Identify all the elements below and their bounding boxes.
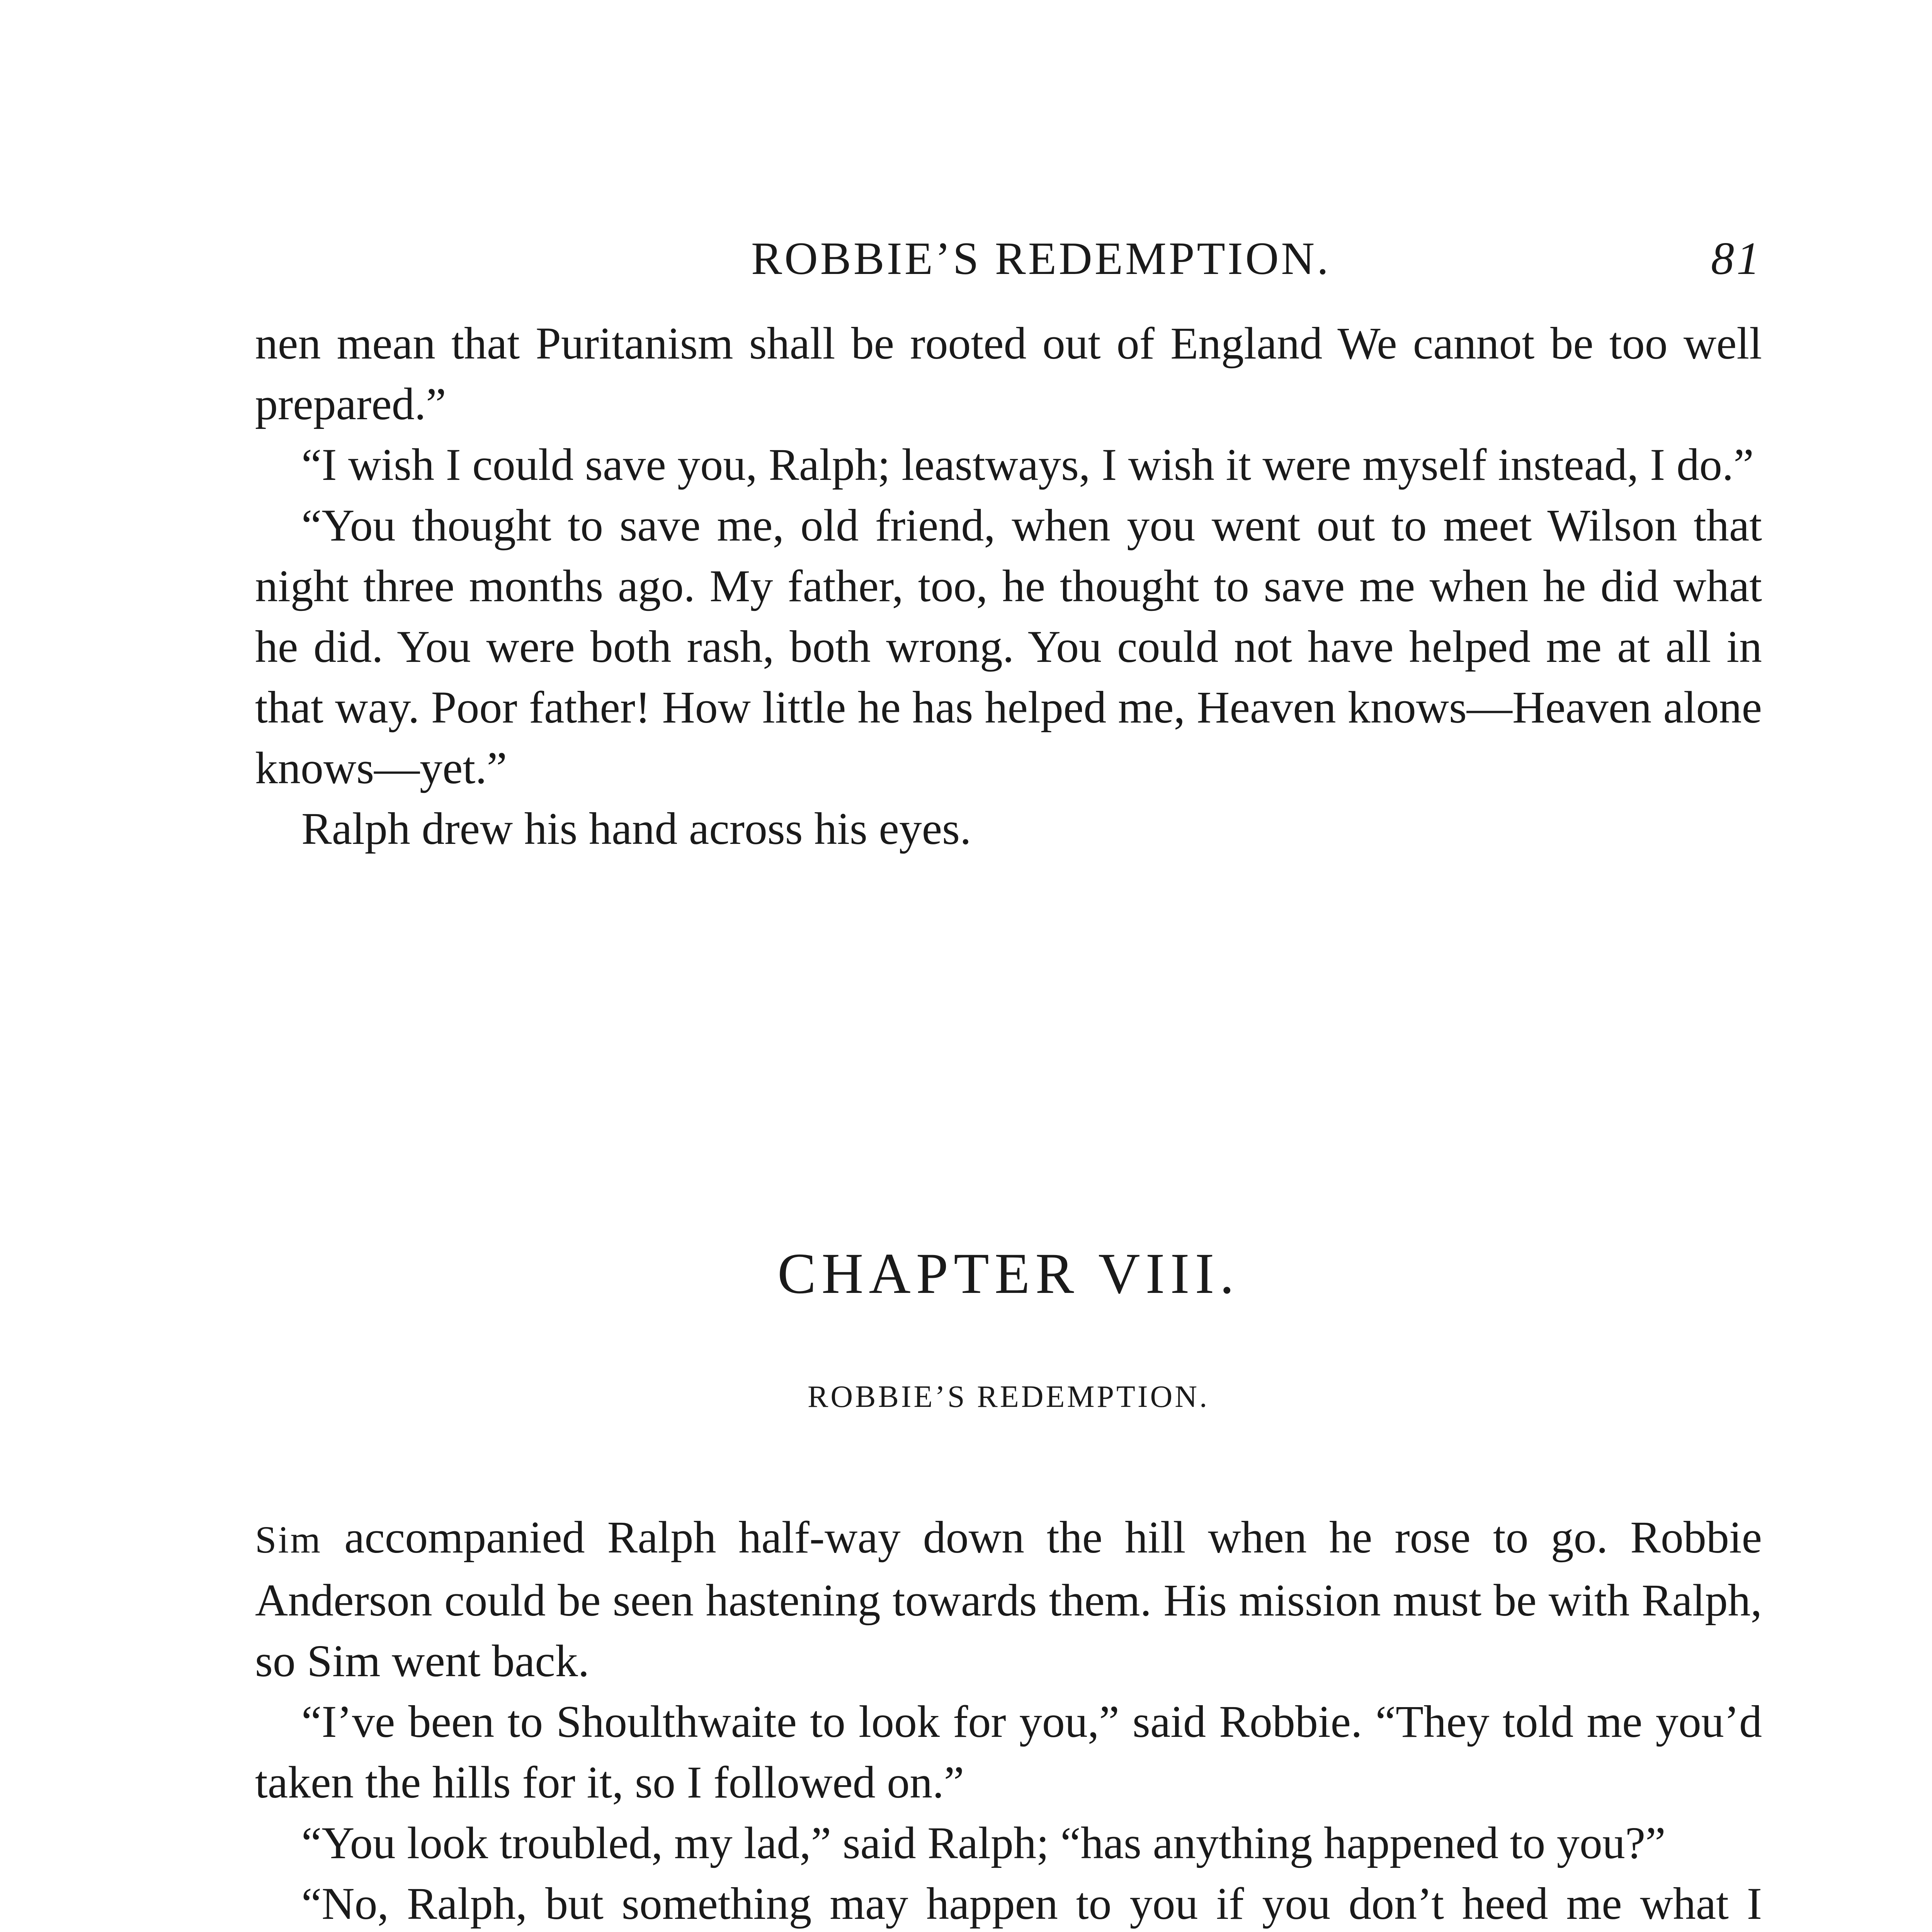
page-number: 81: [1711, 233, 1762, 284]
running-head: [255, 232, 1762, 285]
paragraph: Ralph drew his hand across his eyes.: [301, 803, 971, 854]
paragraph: “I wish I could save you, Ralph; leastways, I wish it were myself instead, I do.”: [301, 439, 1754, 490]
paragraph: “I’ve been to Shoulthwaite to look for you,” said Robbie. “They told me you’d taken the hills for it, so I followed on.”: [255, 1696, 1762, 1808]
paragraph: nen mean that Puritanism shall be rooted out of England We cannot be too well prepared.”: [255, 318, 1762, 429]
paragraph: “You thought to save me, old friend, when you went out to meet Wilson that night three months ago. My father, too, he thought to save me when he did what he did. You were both rash, both wrong. You could not have helped me at all in that way. Poor father! How little he has helped me, Heaven knows—Heaven alone knows—yet.”: [255, 500, 1762, 793]
chapter-heading: CHAPTER VIII.: [777, 1242, 1240, 1306]
text-block-top: [255, 313, 1762, 859]
drop-word: Sim: [255, 1518, 322, 1561]
paragraph: “No, Ralph, but something may happen to you if you don’t heed me what I: [301, 1878, 1762, 1929]
chapter-subtitle: ROBBIE’S REDEMPTION.: [807, 1380, 1210, 1414]
text-block-bottom: [255, 1507, 1762, 1932]
paragraph: “You look troubled, my lad,” said Ralph; “has anything happened to you?”: [301, 1818, 1666, 1868]
paragraph-text: accompanied Ralph half-way down the hill when he rose to go. Robbie Anderson could be seen hastening towards them. His mission must be with Ralph, so Sim went back.: [255, 1512, 1762, 1686]
running-title: ROBBIE’S REDEMPTION.: [751, 233, 1331, 284]
paragraph: [255, 1507, 1762, 1691]
